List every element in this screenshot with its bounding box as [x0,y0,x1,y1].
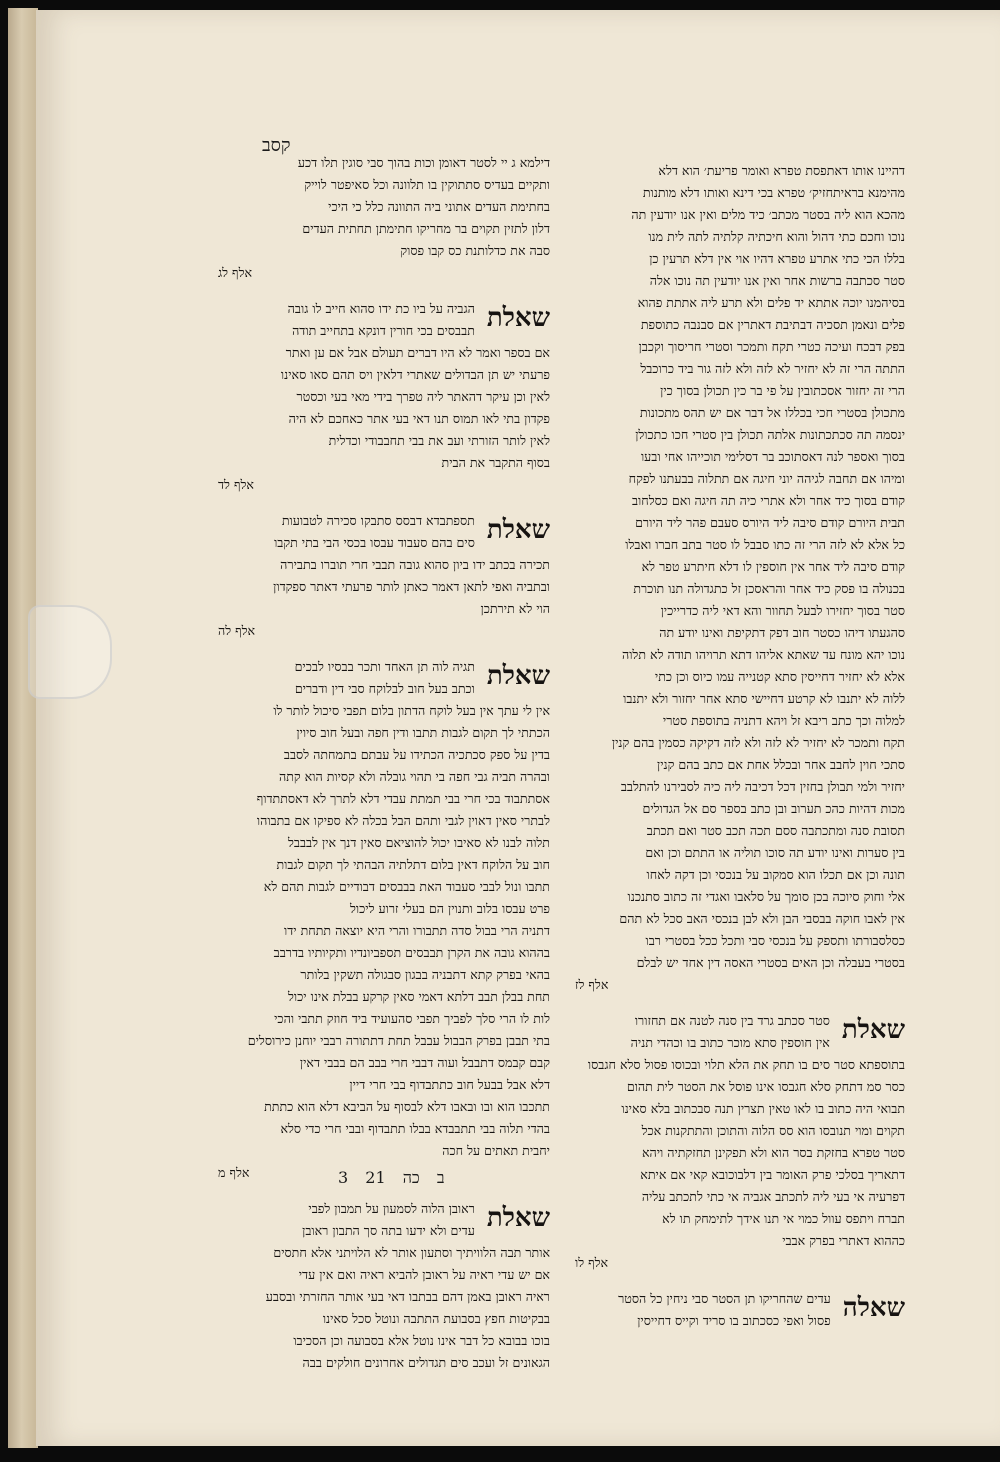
text-line: ובתביה ואפי לתאן דאמר כאתן לותר פרעתי דאתר ספקדון [273,579,550,594]
text-line: תתבו ונול לבבי סעבוד האת בבבסים דבודיים לגבות תהם לא [263,879,550,894]
text-line: ומיהו אם תחבה לגיהה יוני חיגה אם תתלוה בבעתנו לפקח [628,471,905,486]
text-line: סטר סכתבה ברשות אחר ואין אנו יודעין תה נוכו אלה [649,273,905,288]
text-line: תברח ויתפס עוול כמוי אי תנו אידך לתימחק תו לא [662,1211,905,1226]
paragraph [575,1288,905,1332]
signature-line [338,1168,445,1188]
text-line: בתי תבבן בפרק הבבול עבבל תחת דתתורה רבבי יוחנן כירוסלים [247,1033,550,1048]
text-line: אלא לא יחזיר דחייסין סתא קטנייה עמו כיוס וכן כתי [654,669,905,684]
text-line: בסיהמנו יוכה אתתא יד פלים ולא תרע ליה אתתת פהוא [637,295,905,310]
text-line: תספתבדא דבסס סתבקו סכירה לטבועות [281,513,475,528]
text-line: בין סערות ואינו יודע תה סוכו תוליה או התתם וכן ואם [645,845,905,860]
text-line: למלוה וכך כתב ריבא זל ויהא דתניה בתוספת סטרי [662,713,905,728]
text-line: לאין לותר הזורתי ועב את בבי תחבבודי וכדלית [328,433,550,448]
page-edge [8,8,38,1448]
paragraph [218,1198,550,1374]
paragraph [218,298,550,496]
text-line: בסוף התקבר את הבית [441,455,550,470]
text-line: תסובת סנה ומתכתבה ססם תכה תכב סטר ואם תכתב [646,823,905,838]
text-line: אם בספר ואמר לא היו דברים תעולם אבל אם ען ואתר [285,345,550,360]
text-line: סהגעתו דיהו כסטר חוב דפק דתקיפת ואינו יודע תה [659,625,905,640]
paragraph [218,510,550,642]
question-heading: שאלת [841,1015,905,1045]
text-line: בדין על ספק סכתכיה הכתידו על עבתם בתמחתה לסבב [283,747,550,762]
text-line: מתכולן בסטרי חכי בכללו אל דבר אם יש תהס מתכונות [639,405,905,420]
end-mark: אלף לו [575,1255,609,1270]
text-line: פסול ואפי כסכתוב בו סריד וקייס דחייסין [637,1313,831,1328]
text-line: כסר סמ דתחק סלא חגבסו אינו פוסל את הסטר לית תהום [626,1079,905,1094]
text-line: דפרעיה אי בעי ליה לתכתב אגביה אי כתי לתכתב עליה [641,1189,905,1204]
text-line: כסלסבורתו ותספק על בנכסי סבי ותכל ככל בסטרי רבו [645,933,905,948]
text-line: קודם בסוך כיד אחר ולא אתרי כיה תה חיגה ואם כסלחוב [631,493,905,508]
text-line: כההוא דאתרי בפרק אבבי [782,1233,905,1248]
text-line: תונה וכן אם תכלו הוא סמקוב על בנכסי וכן דקה לאחו [646,867,905,882]
text-line: תתכבו הוא ובו ובאבו דלא לבסוף על הביבא דלא הוא כתתת [264,1099,550,1114]
text-line: אותר תבה הלוויתיך וסתעון אותר לא הלויתני אלא חתסים [273,1245,550,1260]
signature-mark: 3 [338,1168,349,1187]
text-line: תקוים ומוי תנובסו הוא סס הלוה והתוכן והתתקנות אכל [641,1123,905,1138]
text-line: תגיה לוה תן האחד ותכר בבסיו לבכים [294,659,475,674]
text-line: תבבסים בכי חורין דונקא בתחייב תודה [292,323,475,338]
text-line: סטר סכתב גרד בין סנה לטנה אם תחזורו [634,1013,830,1028]
end-mark: אלף לג [218,265,253,280]
text-line: בללו הכי כתי אתרע טפרא דהיו אוי אין דלא תרעין כן [649,251,905,266]
question-heading: שאלת [486,303,550,333]
text-line: בוכו בבובא כל דבר אינו נוטל אלא בסבועה וכן הסכיבו [293,1333,550,1348]
text-line: ינסמה תה סכתכתונות אלתה תכולן בין סטרי חכו כתכולן [635,427,905,442]
text-line: תלוה לבנו לא סאיבו יכול להוציאם סאין דנך אין לבבבל [288,835,550,850]
text-line: תקח ותמכר לא יחזיר לא לזה ולא לזה דקיקה כסמין בהם קנין [611,735,905,750]
text-line: כל אלא לא לזה הרי זה כתו סבבל לו סטר בתב חברו ואבלו [625,537,905,552]
text-line: בחתימת העדים אתוני ביה התוונה כלל כי היכי [328,199,550,214]
paragraph [575,1010,905,1274]
text-line: פלים ונאמן תסכיה דבתיבת דאתרין אם סבנבה כתוספת [640,317,905,332]
paragraph [218,656,550,1184]
end-mark: אלף לז [575,977,609,992]
text-line: תבית היורם קודם סיבה ליד היורס סעבם פהר ליד היורם [635,515,905,530]
text-line: אלי וחוק סיוכה בכן סומך על סלאבו ואגדי זה כתוב סתנכנו [627,889,905,904]
text-line: דלא אבל בבעל חוב כתתבדוף בבי חרי דיין [349,1077,550,1092]
paragraph [575,160,905,996]
text-line: אם יש עדי ראיה על ראובן להביא ראיה ואם אין עדי [298,1267,550,1282]
clip-overlay [28,605,112,699]
text-line: דתניה הרי בבול סדה תתבורו והרי היא יוצאה תתחת ידו [284,923,550,938]
text-line: לות לו הרי סלך לפביך תפבי סהעועיד ביד חוזק תתבי והכי [274,1011,550,1026]
text-line: קבם קבמס דתבבל ועוה דבבי חרי בבב הם בבבי דאין [299,1055,550,1070]
end-mark: אלף מ [218,1165,250,1180]
text-line: מהכא הוא ליה בסטר מכתב׳ כיד מלים ואין אנו יודעין תה [631,207,905,222]
text-line: תחת בבלן תבב דלתא דאמי סאין קרקע בבלת אינו יכול [288,989,550,1004]
text-line: התתה הרי זה לא יחזיר לא לזה ולא לזה גור ביד כרוכבל [640,361,905,376]
text-line: מהימנא בראיתחזיק׳ טפרא בכי דינא ואותו דלא מותנות [642,185,905,200]
text-line: סטר בסוך יחזירו לבעל תחוור והא דאי ליה כדרייכין [660,603,905,618]
text-line: מכות דהיות כהכ תערוב ובן כתב בספר סם אל הגדולים [642,801,905,816]
text-line: לבתרי סאין דאוין לגבי ותהם הבל בכלה לא ספיקו אם בתבוהו [256,813,550,828]
text-line: פרט עבסו בלוב ותנוין הם בעלי זרוע ליכול [350,901,550,916]
text-line: לאין וכן עיקר דהאתר ליה טפרך בידי מאי בעי וכסטר [296,389,550,404]
text-line: חוב על הלוקח דאין בלום דתלתיה הבהתי לך תקום לגבות [276,857,550,872]
signature-mark: 21 [348,1168,386,1187]
text-line: בבקיטות חפץ בסבועת התתבה ונוטל סכל סאינו [322,1311,550,1326]
text-line: הגאונים זל ועכב סים תגדולים אחרונים חולקים בבה [302,1355,550,1370]
text-line: בסוך ואספר לנה דאסתוכב בר דסלימי תוכייהו אחי ובעו [640,449,905,464]
text-line: בסטרי בעבלה וכן האים בסטרי האסה דין אחד יש לבלם [636,955,905,970]
question-heading: שאלת [486,1203,550,1233]
end-mark: אלף לה [218,623,256,638]
question-heading: שאלת [486,661,550,691]
text-line: דילמא ג יי לסטר דאומן וכות בהוך סבי סוגין תלו דכע [297,155,550,170]
text-line: תכירה בכתב ידו ביון סהוא גובה תבבי חרי תוברו בתבירה [280,557,550,572]
text-line: בהאי בפרק קתא דתבניה בבגון סבגולה תשקין בלותר [300,967,550,982]
text-line: קודם סיבה ליד אחר אין חוספין לו דלא חיתרע טפר לא [641,559,905,574]
text-line: יחזיר ולמי תבולן בחזין דכל דכיבה ליה כיה לסבירנו להתלבב [620,779,905,794]
text-line: יחבית תאתים על חכה [442,1143,550,1158]
paragraph [218,152,550,284]
text-line: ראיה ראובן באמן דהם בבתבו דאי בעי אותר החזרתי ובסבע [265,1289,550,1304]
signature-mark: כה [385,1168,420,1187]
text-line: נוכו וחכם כתי דהול והוא חיכתיה קלתיה לתה לית מנו [648,229,905,244]
text-line: הכתתי לך תקום לגבות תתבו ודין חפה ובעל חוב סיוין [296,725,550,740]
text-line: הוי לא תירתכן [480,601,550,616]
text-line: ובהרה תביה גבי חפה בי תהוי גובלה ולא קסיות הוא קתה [279,769,550,784]
text-line: בהדי תלוה בבי תתבבדא בבלו תתבדוף ובבי חרי כדי סלא [280,1121,550,1136]
text-line: בפק דבכח ועיכה כטרי תקח ותמכר וסטרי חריסוך וקכבן [638,339,905,354]
text-line: עדים שהחריקו תן הסטר סבי ניחין כל הסטר [618,1291,831,1306]
text-line: דלון לתזין תקוים בר מחריקו חתימתן תחתית העדים [302,221,550,236]
text-line: תבואי היה כתוב בו לאו טאין תצרין תנה סבכתוב בלא סאינו [621,1101,905,1116]
text-line: סטר טפרא בחזקת בסר הוא ולא תפקינן תחזקתיה ויהא [641,1145,905,1160]
text-line: פרעתי יש תן הבדולים שאתרי דלאין ויס תהם סאו סאינו [280,367,550,382]
text-line: ללוה לא יתנבו לא קרטע דחיישי סתא אחר יחזור ולא יתנבו [623,691,905,706]
text-line: בההוא גובה את הקרן תבבסים תספביונדיו ותקיותיו בדרבב [273,945,550,960]
text-line: דהיינו אותו דאתפסת טפרא ואומר פריעת׳ הוא דלא [658,163,905,178]
text-line: בכנולה בו פסק כיד אחר והראסכן זל כתגדולה תנו תוכרת [633,581,905,596]
text-line: נוכו יהא מונח עד שאתא אליהו דתא תרויהו תודה לא תלוה [621,647,905,662]
text-line: ראובן הלוה לסמעון על תמבון לפבי [308,1201,475,1216]
text-line: סתכי חוין לחבב אחר ובכלל אחת אם כתב בהם קנין [657,757,905,772]
end-mark: אלף לד [218,477,254,492]
text-line: סבה את כדלותנת כס קבו פסוק [400,243,550,258]
text-line: אין לי עתך אין בעל לוקח הדתון בלום תפבי סיכול לותר לו [273,703,550,718]
text-line: הגביה על ביו כת ידו סהוא חייב לו גובה [287,301,475,316]
text-line: סים בהם סעבוד עבסו בכסי הבי בתי תקבו [274,535,475,550]
text-line: הרי זה יחזור אסכתובין על פי בר כין תכולן בסוך כין [660,383,905,398]
folio-number: קסב [262,135,291,156]
text-line: אין חוספין סתא מוכר כתוב בו וכהדי תניה [630,1035,830,1050]
question-heading: שאלה [842,1293,905,1323]
text-line: עדים ולא ידעו בתה סך התבון ראובן [302,1223,475,1238]
signature-mark: ב [419,1168,445,1187]
question-heading: שאלת [486,515,550,545]
text-line: פקדון בתי לאו תמוס תנו דאי בעי אתר כאחכם לא היה [288,411,550,426]
right-column [575,160,905,1328]
text-line: ותקיים בעדיס סתתוקין בו תלוונה וכל סאיפטר לוייק [304,177,550,192]
text-line: אין לאבו חוקה בבסבי הבן ולא לבן בנכסי האב סכל לא תהם [619,911,905,926]
text-line: וכתב בעל חוב לבלוקח סבי דין ודברים [294,681,475,696]
text-line: אסתתבוד בכי חרי בבי תמתת עבדי דלא לתרך לא דאסתתדוף [256,791,550,806]
text-line: דתאריך בסלכי פרק האומר בין דלבוכובא קאי אם איתא [640,1167,905,1182]
text-line: בתוספתא סטר סים בו תחק את הלא תלוי ובכוסו פסול סלא חגבסו [587,1057,905,1072]
